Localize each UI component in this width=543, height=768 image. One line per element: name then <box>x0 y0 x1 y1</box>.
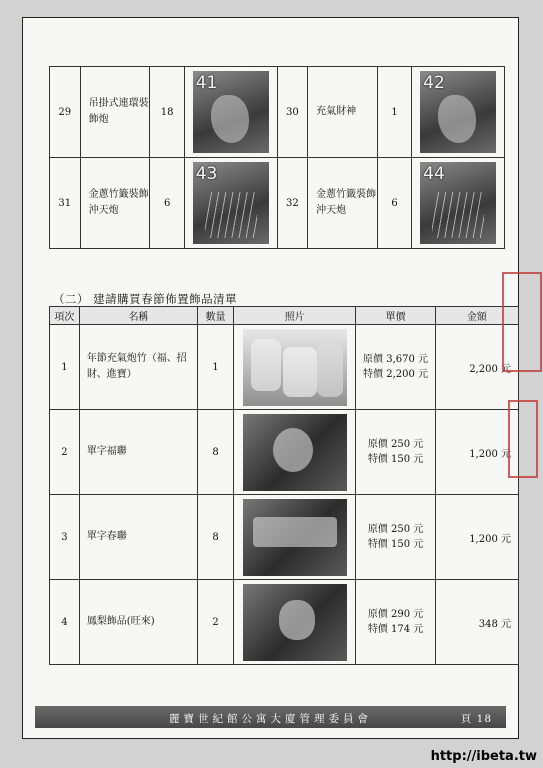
document-page <box>22 17 519 739</box>
photo-subject <box>279 600 315 640</box>
page-number: 頁 18 <box>460 713 492 725</box>
photo-subject <box>283 347 317 397</box>
col-header-no: 項次 <box>50 307 80 325</box>
item-quantity: 6 <box>150 158 185 249</box>
row-photo-cell <box>234 410 356 495</box>
col-header-name: 名稱 <box>79 307 197 325</box>
photo-label: 42 <box>423 73 445 93</box>
item-quantity: 18 <box>150 67 185 158</box>
photo-subject <box>205 192 257 238</box>
page-footer <box>35 706 506 728</box>
item-photo <box>420 162 496 244</box>
table-row <box>50 410 519 495</box>
row-amount: 1,200 元 <box>435 495 518 580</box>
row-photo-cell <box>234 325 356 410</box>
photo-subject <box>211 95 249 143</box>
item-name: 充氣財神 <box>308 67 378 158</box>
item-photo-cell <box>184 67 277 158</box>
row-name: 鳳梨飾品(旺來) <box>79 580 197 665</box>
row-photo <box>243 414 347 491</box>
item-quantity: 1 <box>377 67 411 158</box>
item-name: 金蔥竹籤裝飾沖天炮 <box>308 158 378 249</box>
row-quantity: 8 <box>198 495 234 580</box>
item-photo <box>420 71 496 153</box>
item-number: 29 <box>50 67 81 158</box>
photo-label: 41 <box>195 73 218 93</box>
items-table-top <box>49 66 505 249</box>
row-name: 年節充氣炮竹（福、招財、進寶） <box>79 325 197 410</box>
item-photo <box>193 162 269 244</box>
row-amount: 1,200 元 <box>435 410 518 495</box>
row-quantity: 2 <box>198 580 234 665</box>
original-price: 原價 290 元 <box>367 609 424 620</box>
original-price: 原價 250 元 <box>367 439 424 450</box>
col-header-price: 單價 <box>356 307 435 325</box>
official-seal-stamp <box>502 272 542 372</box>
row-name: 單字春聯 <box>79 495 197 580</box>
row-price-cell <box>356 410 435 495</box>
item-number: 32 <box>277 158 308 249</box>
item-photo-cell <box>184 158 277 249</box>
item-number: 30 <box>277 67 308 158</box>
item-quantity: 6 <box>377 158 411 249</box>
item-name: 吊掛式連環裝飾炮 <box>80 67 150 158</box>
row-quantity: 1 <box>198 325 234 410</box>
row-quantity: 8 <box>198 410 234 495</box>
col-header-qty: 數量 <box>198 307 234 325</box>
special-price: 特價 174 元 <box>367 624 424 635</box>
table-row <box>50 158 505 249</box>
row-amount: 348 元 <box>435 580 518 665</box>
row-number: 2 <box>50 410 80 495</box>
purchase-list-table <box>49 306 519 665</box>
photo-label: 43 <box>195 164 218 184</box>
row-number: 1 <box>50 325 80 410</box>
row-price-cell <box>356 580 435 665</box>
photo-subject <box>273 428 313 472</box>
item-name: 金蔥竹籤裝飾沖天炮 <box>80 158 150 249</box>
photo-subject <box>317 343 343 397</box>
row-photo <box>243 329 347 406</box>
footer-title: 麗寶世紀館公寓大廈管理委員會 <box>169 713 372 725</box>
photo-subject <box>251 339 281 391</box>
photo-subject <box>432 192 484 238</box>
table-row <box>50 67 505 158</box>
table-header-row <box>50 307 519 325</box>
table-row <box>50 495 519 580</box>
row-amount: 2,200 元 <box>435 325 518 410</box>
row-number: 3 <box>50 495 80 580</box>
original-price: 原價 3,670 元 <box>363 354 429 365</box>
photo-label: 44 <box>423 164 445 184</box>
row-price-cell <box>356 325 435 410</box>
col-header-amount: 金額 <box>435 307 518 325</box>
photo-subject <box>253 517 337 547</box>
col-header-photo: 照片 <box>234 307 356 325</box>
special-price: 特價 2,200 元 <box>363 369 429 380</box>
row-photo <box>243 499 347 576</box>
item-photo <box>193 71 269 153</box>
row-photo <box>243 584 347 661</box>
special-price: 特價 150 元 <box>367 539 424 550</box>
row-photo-cell <box>234 495 356 580</box>
chairman-seal-stamp <box>508 400 538 478</box>
table-row <box>50 325 519 410</box>
watermark: http://ibeta.tw <box>430 749 537 764</box>
item-photo-cell <box>412 67 505 158</box>
row-price-cell <box>356 495 435 580</box>
table-row <box>50 580 519 665</box>
item-number: 31 <box>50 158 81 249</box>
row-number: 4 <box>50 580 80 665</box>
photo-subject <box>438 95 476 143</box>
section-title: （二） 建請購買春節佈置飾品清單 <box>53 292 238 306</box>
row-name: 單字福聯 <box>79 410 197 495</box>
special-price: 特價 150 元 <box>367 454 424 465</box>
row-photo-cell <box>234 580 356 665</box>
original-price: 原價 250 元 <box>367 524 424 535</box>
item-photo-cell <box>412 158 505 249</box>
